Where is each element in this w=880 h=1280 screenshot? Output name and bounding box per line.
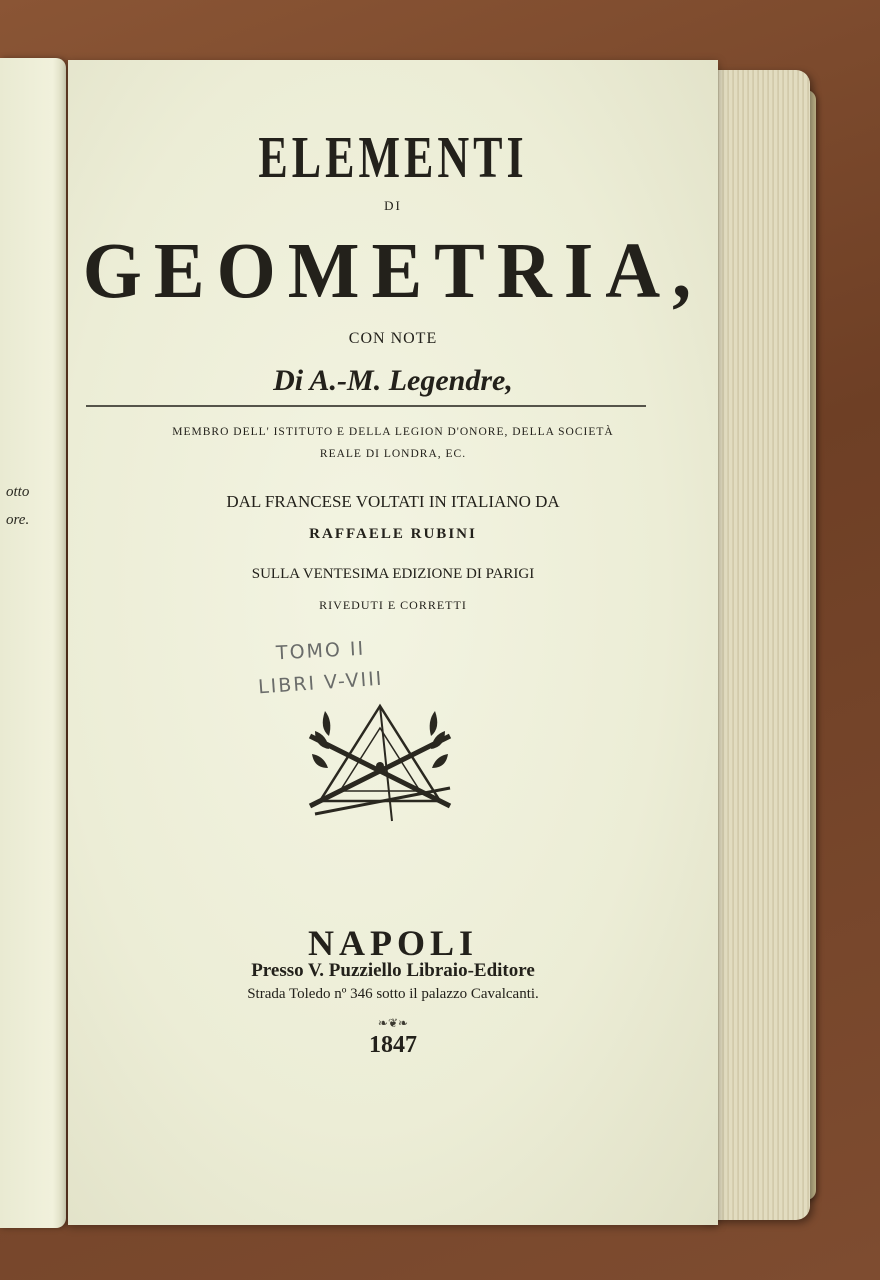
ornament-icon: ❧❦❧ (377, 1016, 409, 1030)
revised-note: RIVEDUTI E CORRETTI (319, 598, 467, 612)
con-note: CON NOTE (348, 330, 438, 347)
publisher: Presso V. Puzziello Libraio-Editore (251, 960, 535, 981)
geometry-emblem-icon (300, 696, 460, 826)
publisher-address: Strada Toledo nº 346 sotto il palazzo Cavalcanti. (247, 986, 539, 1002)
title-line-1: ELEMENTI (258, 124, 528, 191)
handwritten-volume: TOMO II (275, 637, 366, 665)
left-page-text-fragment: otto (6, 484, 30, 500)
title-page (68, 60, 718, 1225)
publication-year: 1847 (369, 1032, 417, 1058)
translation-note: DAL FRANCESE VOLTATI IN ITALIANO DA (226, 492, 560, 511)
translator-name: RAFFAELE RUBINI (309, 526, 477, 542)
title-di: DI (384, 198, 402, 213)
publication-city: NAPOLI (307, 923, 478, 963)
author-name: Di A.-M. Legendre, (273, 364, 513, 397)
title-line-2: GEOMETRIA, (82, 226, 704, 316)
edition-note: SULLA VENTESIMA EDIZIONE DI PARIGI (251, 566, 535, 582)
handwritten-books: LIBRI V-VIII (257, 667, 385, 699)
left-page (0, 58, 66, 1228)
author-membership-line-1: MEMBRO DELL' ISTITUTO E DELLA LEGION D'ONORE, DELLA SOCIETÀ (172, 426, 614, 438)
divider-rule (86, 405, 646, 407)
left-page-text-fragment: ore. (6, 512, 30, 528)
author-membership-line-2: REALE DI LONDRA, EC. (319, 448, 467, 460)
